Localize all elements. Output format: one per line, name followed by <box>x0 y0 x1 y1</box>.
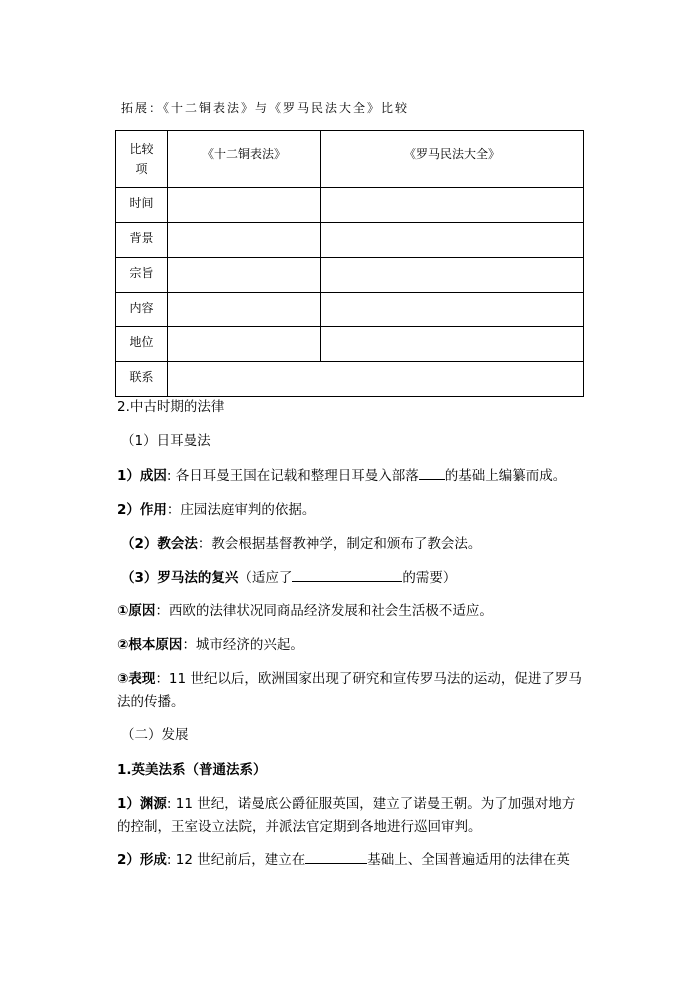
roman-revival-text-b: 的需要） <box>402 570 457 586</box>
table-row <box>116 258 584 293</box>
common-law-heading: 1.英美法系（普通法系） <box>117 762 267 778</box>
formation-text-a: : 12 世纪前后，建立在 <box>166 852 306 868</box>
roman-revival-label: （3）罗马法的复兴 <box>121 570 239 586</box>
origin-paragraph <box>117 793 579 839</box>
row-label-time: 时间 <box>116 188 168 223</box>
corner-line-1: 比较 <box>129 142 154 156</box>
table-row <box>116 362 584 397</box>
section-2-title: 2.中古时期的法律 <box>117 399 225 415</box>
row-label-content: 内容 <box>116 293 168 327</box>
formation-text-b: 基础上、全国普遍适用的法律在英 <box>367 852 570 868</box>
reason-line <box>117 600 587 623</box>
root-reason-text: ：城市经济的兴起。 <box>182 637 304 653</box>
fill-blank <box>305 850 367 864</box>
germanic-origin-line <box>117 465 587 488</box>
roman-revival-text-a: （适应了 <box>238 570 293 586</box>
reason-text: ：西欧的法律状况同商品经济发展和社会生活极不适应。 <box>155 603 493 619</box>
canon-law-label: （2）教会法 <box>121 536 198 552</box>
cell-blank <box>321 327 584 362</box>
manifestation-text: ：11 世纪以后，欧洲国家出现了研究和宣传罗马法的运动，促进了罗马法的传播。 <box>117 671 582 710</box>
germanic-origin-label: 1）成因 <box>117 468 167 484</box>
development-heading: （二）发展 <box>121 727 189 743</box>
germanic-law-heading: （1）日耳曼法 <box>121 433 211 449</box>
cell-blank <box>321 223 584 258</box>
corner-cell <box>116 131 168 188</box>
cell-blank <box>168 327 321 362</box>
cell-blank <box>321 293 584 327</box>
germanic-origin-text-b: 的基础上编纂而成。 <box>444 468 567 484</box>
row-label-status: 地位 <box>116 327 168 362</box>
canon-law-text: ：教会根据基督教神学，制定和颁布了教会法。 <box>197 536 482 552</box>
cell-blank <box>168 223 321 258</box>
root-reason-line <box>117 634 587 657</box>
canon-law-line <box>121 533 591 556</box>
cell-blank <box>321 188 584 223</box>
fill-blank <box>292 568 402 582</box>
fill-blank <box>419 466 445 480</box>
manifestation-label: ③表现 <box>117 671 156 687</box>
row-label-background: 背景 <box>116 223 168 258</box>
cell-blank <box>321 258 584 293</box>
cell-blank <box>168 258 321 293</box>
germanic-origin-text-a: : 各日耳曼王国在记载和整理日耳曼入部落 <box>166 468 419 484</box>
origin-text: : 11 世纪，诺曼底公爵征服英国，建立了诺曼王朝。为了加强对地方的控制，王室设立法院，并派法官定期到各地进行巡回审判。 <box>117 796 576 835</box>
row-label-purpose: 宗旨 <box>116 258 168 293</box>
cell-blank-merged <box>168 362 584 397</box>
table-row <box>116 293 584 327</box>
root-reason-label: ②根本原因 <box>117 637 183 653</box>
germanic-function-line <box>117 499 587 522</box>
table-row <box>116 188 584 223</box>
reason-label: ①原因 <box>117 603 156 619</box>
corner-line-2: 项 <box>135 162 148 176</box>
extension-title: 拓展：《十二铜表法》与《罗马民法大全》比较 <box>121 101 410 115</box>
manifestation-paragraph <box>117 668 583 714</box>
origin-label: 1）渊源 <box>117 796 167 812</box>
cell-blank <box>168 293 321 327</box>
table-row <box>116 223 584 258</box>
formation-label: 2）形成 <box>117 852 167 868</box>
comparison-table <box>115 130 584 397</box>
header-twelve-tables: 《十二铜表法》 <box>168 131 321 188</box>
header-corpus-juris: 《罗马民法大全》 <box>321 131 584 188</box>
roman-revival-line <box>121 567 591 590</box>
germanic-function-text: ：庄园法庭审判的依据。 <box>166 502 316 518</box>
table-row <box>116 327 584 362</box>
germanic-function-label: 2）作用 <box>117 502 167 518</box>
cell-blank <box>168 188 321 223</box>
row-label-connection: 联系 <box>116 362 168 397</box>
table-header-row <box>116 131 584 188</box>
formation-line <box>117 849 587 872</box>
